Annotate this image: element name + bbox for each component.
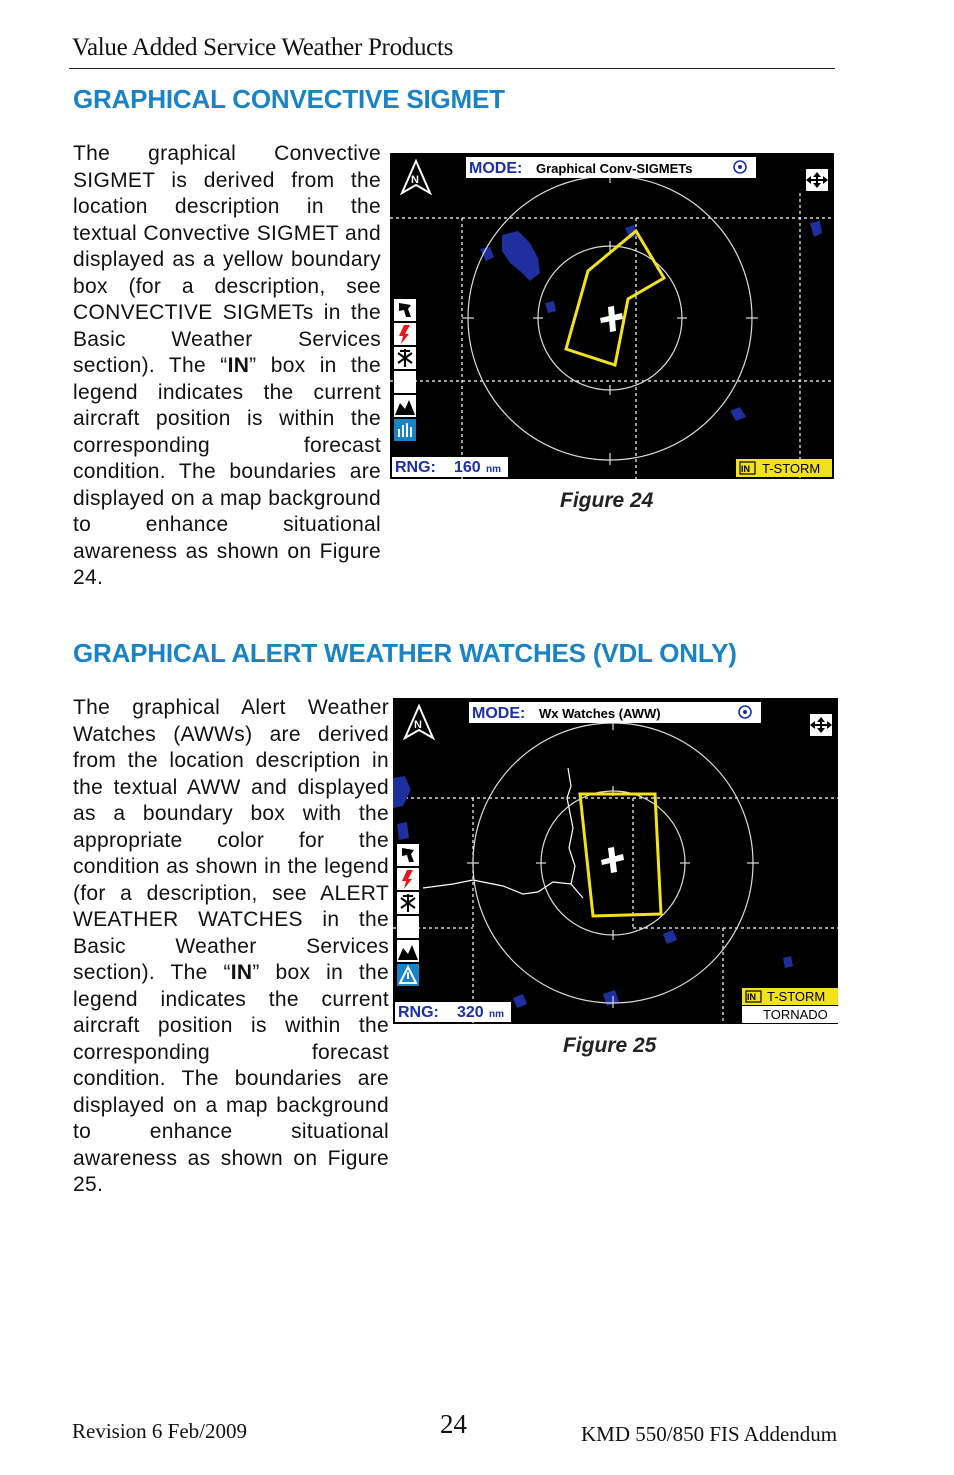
figure-25-caption: Figure 25 <box>563 1034 657 1057</box>
north-up-icon <box>402 161 430 193</box>
mode-label: MODE: <box>469 160 523 177</box>
header-rule <box>69 68 835 69</box>
figure-24-caption: Figure 24 <box>560 489 654 512</box>
legend-condition-tornado: TORNADO <box>763 1007 828 1022</box>
running-head: Value Added Service Weather Products <box>72 34 454 61</box>
pan-icon[interactable] <box>806 169 828 191</box>
figure-25-screen <box>393 698 838 1024</box>
section2-body-text: The graphical Alert Weather Watches (AWWs) are derived from the location description in the textual AWW and displayed as a boundary box with the appropriate color for the condition as shown in the legend (for a description, see ALERT WEATHER WATCHES in the Basic Weather Services section). The “IN” box in the legend indicates the current aircraft position is within the corresponding forecast condition. The boundaries are displayed on a map background to enhance situational awareness as shown on Figure 25. <box>73 696 389 1196</box>
svg-text:N: N <box>411 174 419 186</box>
range-unit: nm <box>489 1009 504 1020</box>
mode-value: Wx Watches (AWW) <box>539 706 661 721</box>
legend-in-box: IN <box>741 464 750 474</box>
state-boundaries <box>390 193 834 479</box>
legend-condition-tstorm: T-STORM <box>767 989 826 1004</box>
page-number: 24 <box>440 1409 467 1439</box>
range-unit: nm <box>486 464 501 475</box>
rivers <box>423 768 583 898</box>
legend-condition: T-STORM <box>762 461 821 476</box>
range-label: RNG: <box>398 1004 439 1021</box>
footer-revision: Revision 6 Feb/2009 <box>72 1419 248 1443</box>
mode-label: MODE: <box>472 705 526 722</box>
north-up-icon <box>405 706 433 738</box>
convective-sigmet-boundary <box>566 231 664 365</box>
mode-value: Graphical Conv-SIGMETs <box>536 161 693 176</box>
pan-icon[interactable] <box>810 714 832 736</box>
range-value: 320 <box>457 1004 484 1021</box>
range-label: RNG: <box>395 459 436 476</box>
svg-text:N: N <box>414 719 422 731</box>
weather-legend-icons <box>394 299 416 441</box>
section-title-convective-sigmet: GRAPHICAL CONVECTIVE SIGMET <box>73 84 505 114</box>
legend-in-box: IN <box>747 992 756 1002</box>
footer-document-title: KMD 550/850 FIS Addendum <box>581 1422 838 1446</box>
section1-body-text: The graphical Convective SIGMET is derived from the location description in the textual Convective SIGMET and displayed as a yellow boundary box (for a description, see CONVECTIVE SIGMETs in the Basic Weather Services section). The “IN” box in the legend indicates the current aircraft position is within the corresponding forecast condition. The boundaries are displayed on a map background to enhance situational awareness as shown on Figure 24. <box>73 142 381 589</box>
aircraft-icon <box>600 306 623 332</box>
figure-24-map <box>390 153 834 479</box>
aircraft-icon <box>601 847 624 873</box>
range-value: 160 <box>454 459 481 476</box>
figure-24-screen <box>390 153 834 479</box>
lakes <box>480 221 822 421</box>
lakes <box>393 776 793 1008</box>
section-title-alert-weather-watches: GRAPHICAL ALERT WEATHER WATCHES (VDL ONLY) <box>73 638 737 668</box>
weather-legend-icons <box>397 844 419 986</box>
figure-25-map <box>393 698 838 1024</box>
